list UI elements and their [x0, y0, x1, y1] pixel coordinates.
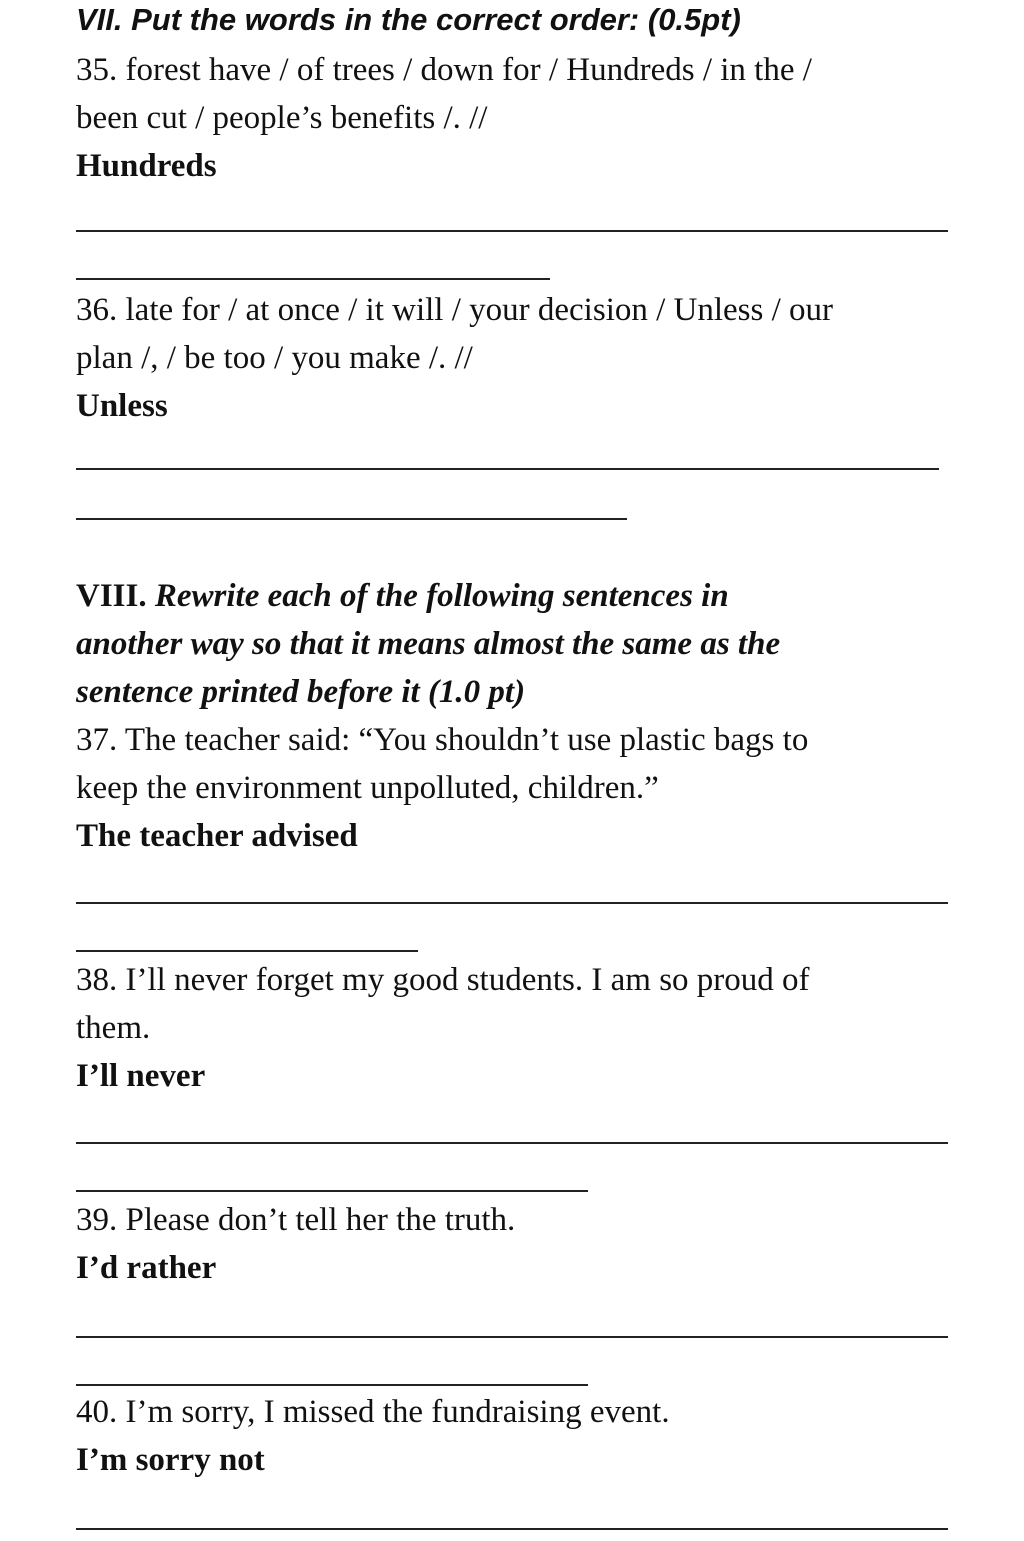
question-39-prompt-line1: 39. Please don’t tell her the truth. [76, 1202, 516, 1238]
question-35-starter: Hundreds [76, 148, 217, 184]
question-37-answer-line-1[interactable] [76, 902, 948, 904]
question-36-prompt-line2: plan /, / be too / you make /. // [76, 340, 473, 376]
question-40-prompt [76, 1388, 956, 1436]
question-36-starter: Unless [76, 388, 168, 424]
section-viii-heading-line1: Rewrite each of the following sentences in [146, 578, 729, 614]
section-viii-heading [76, 572, 956, 716]
question-35-prompt [76, 46, 956, 142]
question-36-answer-line-2[interactable] [76, 518, 627, 520]
question-37-prompt-line1: 37. The teacher said: “You shouldn’t use plastic bags to [76, 722, 809, 758]
section-viii-number: VIII. [76, 578, 147, 614]
question-36-prompt-line1: 36. late for / at once / it will / your decision / Unless / our [76, 292, 834, 328]
question-40-answer-line-1[interactable] [76, 1528, 948, 1530]
section-viii-heading-line2: another way so that it means almost the same as the [76, 626, 781, 662]
question-36-answer-line-1[interactable] [76, 468, 939, 470]
question-36-prompt [76, 286, 956, 382]
question-37-starter: The teacher advised [76, 818, 358, 854]
question-38-answer-line-1[interactable] [76, 1142, 948, 1144]
question-39-answer-line-1[interactable] [76, 1336, 948, 1338]
question-39-answer-line-2[interactable] [76, 1384, 588, 1386]
question-37-prompt-line2: keep the environment unpolluted, children.” [76, 770, 659, 806]
question-40-starter: I’m sorry not [76, 1442, 265, 1478]
question-37-prompt [76, 716, 956, 812]
question-35-answer-line-2[interactable] [76, 278, 550, 280]
section-viii-heading-line3: sentence printed before it (1.0 pt) [76, 674, 526, 710]
question-38-answer-line-2[interactable] [76, 1190, 588, 1192]
question-38-starter: I’ll never [76, 1058, 206, 1094]
question-38-prompt-line2: them. [76, 1010, 151, 1046]
question-38-prompt-line1: 38. I’ll never forget my good students. I am so proud of [76, 962, 810, 998]
question-37-answer-line-2[interactable] [76, 950, 418, 952]
question-38-prompt [76, 956, 956, 1052]
question-35-answer-line-1[interactable] [76, 230, 948, 232]
section-vii-heading: VII. Put the words in the correct order: (0.5pt) [76, 2, 741, 37]
question-35-prompt-line2: been cut / people’s benefits /. // [76, 100, 488, 136]
question-39-prompt [76, 1196, 956, 1244]
question-35-prompt-line1: 35. forest have / of trees / down for / Hundreds / in the / [76, 52, 812, 88]
question-40-prompt-line1: 40. I’m sorry, I missed the fundraising event. [76, 1394, 670, 1430]
question-39-starter: I’d rather [76, 1250, 217, 1286]
